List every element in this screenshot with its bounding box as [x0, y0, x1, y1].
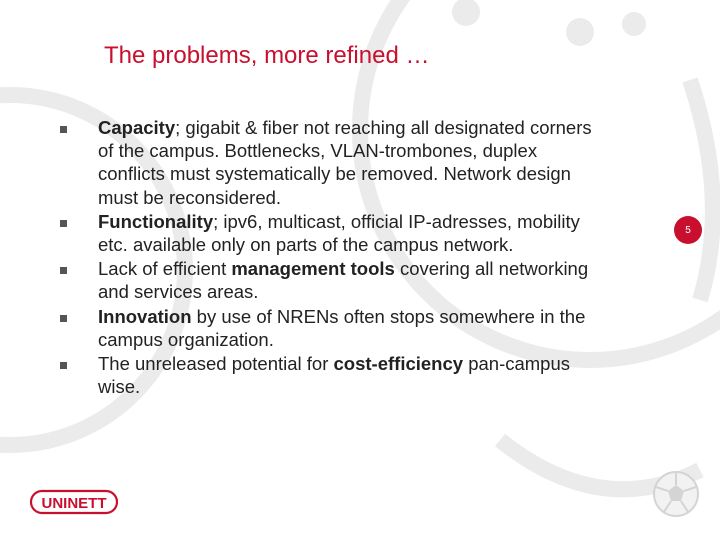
uninett-logo — [30, 489, 118, 515]
bullet-item — [60, 116, 600, 209]
bullet-text: covering all networking and services areas. — [98, 258, 589, 303]
bullet-marker-icon — [60, 267, 67, 274]
bullet-emphasis: Innovation — [98, 305, 192, 327]
bullet-item — [60, 352, 600, 398]
bullet-item — [60, 305, 600, 351]
bullet-text: The unreleased potential for — [98, 353, 334, 375]
bullet-item — [60, 257, 600, 303]
bullet-item — [60, 210, 600, 256]
bullet-text: by use of NRENs often stops somewhere in the campus organization. — [98, 305, 586, 350]
bullet-text: Lack of efficient — [98, 258, 232, 280]
bullet-marker-icon — [60, 220, 67, 227]
bullet-emphasis: Functionality — [98, 210, 214, 232]
bullet-text: ; gigabit & fiber not reaching all designated corners of the campus. Bottlenecks, VLAN-trombones, duplex conflicts must systematically be removed. Network design must be reconsidered. — [98, 117, 592, 208]
bullet-text: pan-campus wise. — [98, 353, 571, 398]
bullet-marker-icon — [60, 315, 67, 322]
bullet-marker-icon — [60, 126, 67, 133]
bullet-emphasis: cost-efficiency — [333, 353, 464, 375]
slide-title: The problems, more refined … — [104, 42, 430, 69]
bullet-emphasis: management tools — [231, 258, 395, 280]
bullet-list — [60, 116, 600, 399]
bullet-emphasis: Capacity — [98, 117, 176, 138]
bullet-text: ; ipv6, multicast, official IP-adresses, mobility etc. available only on parts of the campus network. — [98, 210, 580, 256]
logo-text: UNINETT — [41, 495, 107, 512]
bullet-marker-icon — [60, 362, 67, 369]
page-number-badge: 5 — [674, 216, 702, 244]
football-icon — [652, 470, 700, 518]
